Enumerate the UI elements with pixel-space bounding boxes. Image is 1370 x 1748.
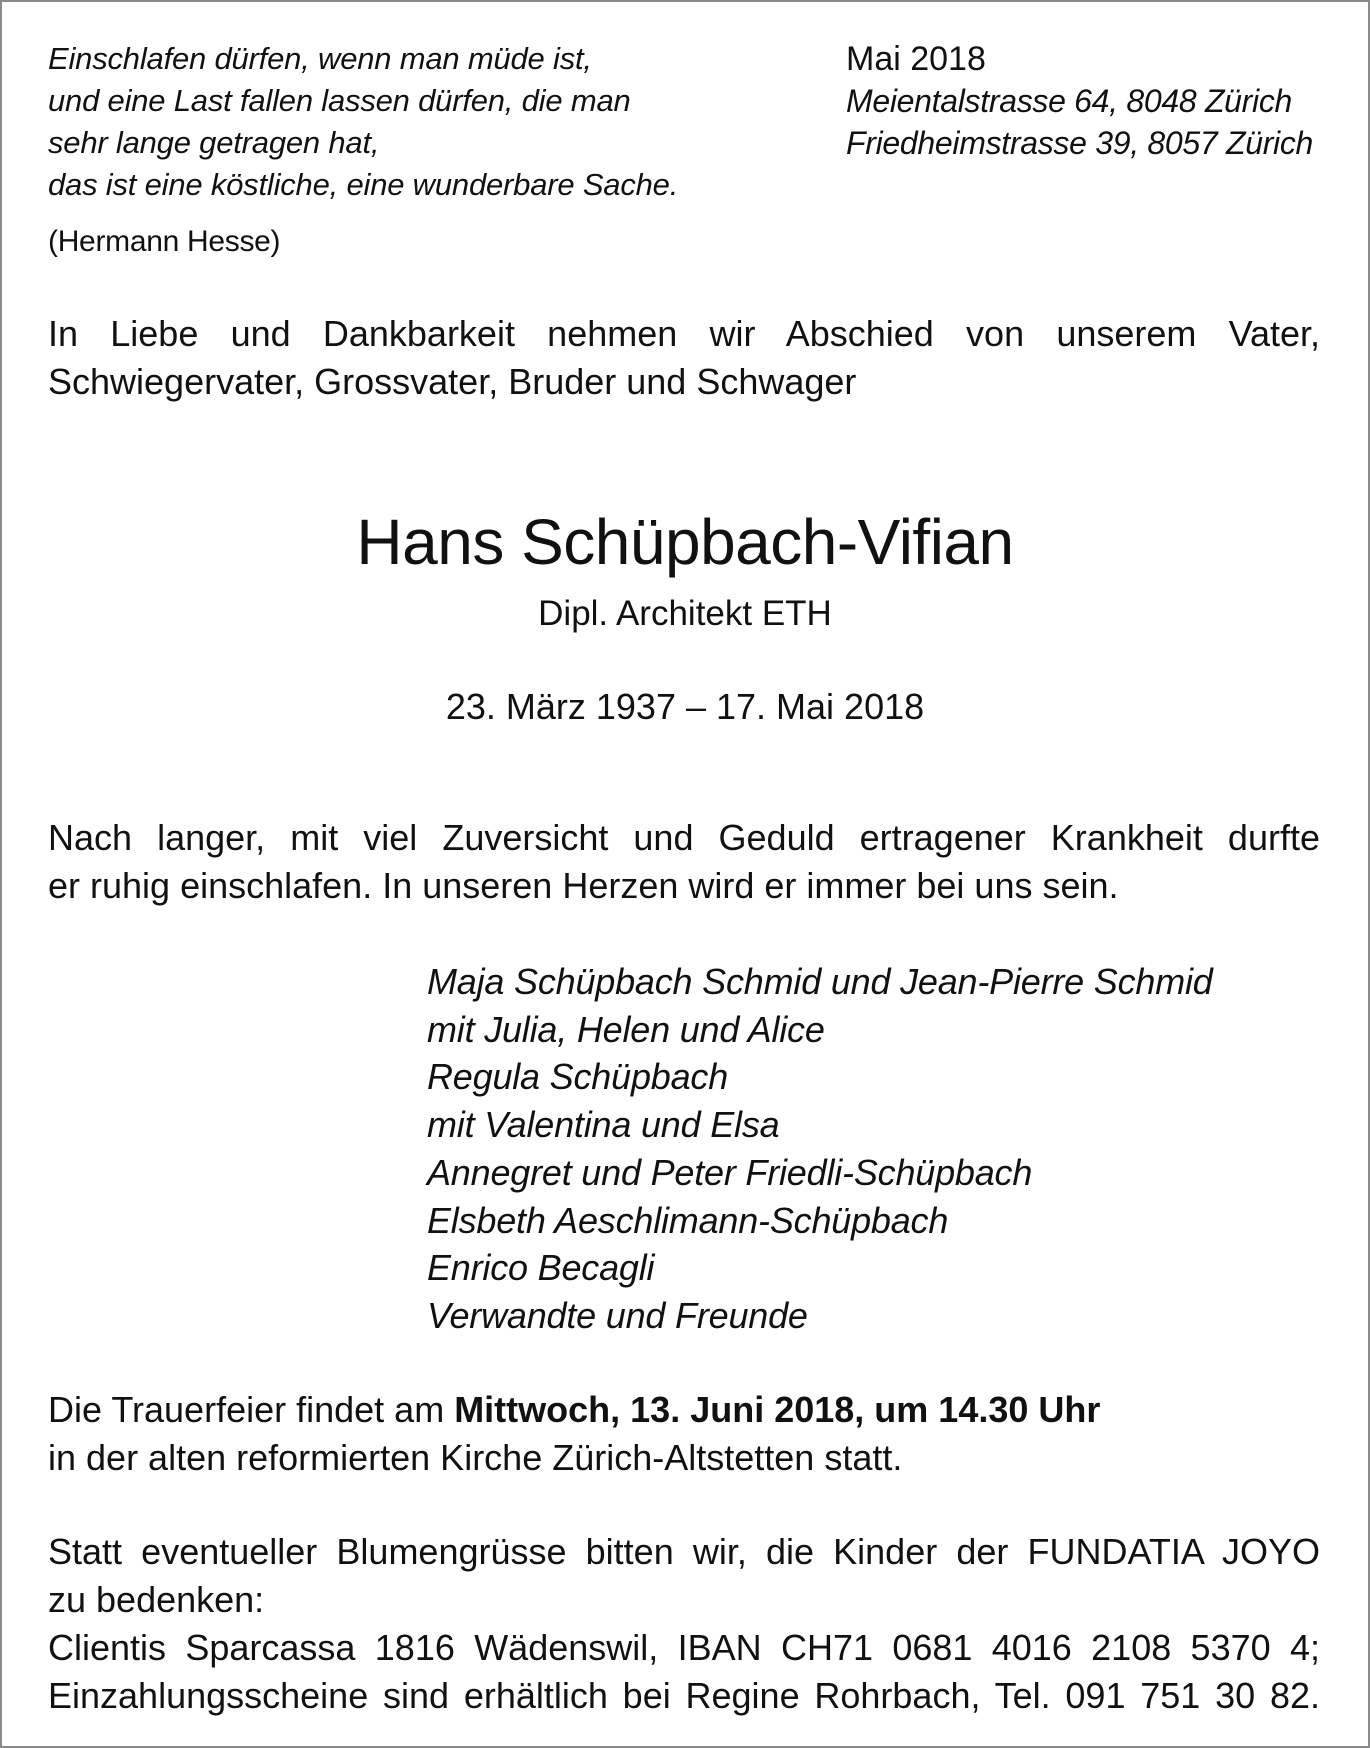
- mourner-line: Annegret und Peter Friedli-Schüpbach: [427, 1151, 1033, 1193]
- life-dates: 23. März 1937 – 17. Mai 2018: [445, 686, 925, 727]
- quote-line: Einschlafen dürfen, wenn man müde ist,: [48, 41, 592, 76]
- notice-header: [846, 38, 1313, 164]
- donation-bank-line: Clientis Sparcassa 1816 Wädenswil, IBAN CH71 0681 4016 2108 5370 4;: [48, 1627, 1320, 1668]
- intro-paragraph: [48, 310, 1320, 406]
- mourner-line: mit Valentina und Elsa: [427, 1104, 780, 1146]
- mourner-line: Regula Schüpbach: [427, 1056, 729, 1098]
- donation-line: zu bedenken:: [48, 1579, 265, 1620]
- donation-info: [48, 1528, 1320, 1720]
- body-line: er ruhig einschlafen. In unseren Herzen wird er immer bei uns sein.: [48, 865, 1119, 906]
- ceremony-info: [48, 1386, 1100, 1482]
- ceremony-line: [48, 1386, 1100, 1434]
- mourners-list: [427, 958, 1213, 1340]
- mourner-line: Maja Schüpbach Schmid und Jean-Pierre Schmid: [427, 961, 1213, 1002]
- deceased-title: Dipl. Architekt ETH: [538, 594, 832, 633]
- mourner-line: mit Julia, Helen und Alice: [427, 1008, 825, 1050]
- mourner-line: Verwandte und Freunde: [427, 1294, 808, 1336]
- ceremony-prefix: Die Trauerfeier findet am: [48, 1389, 455, 1430]
- ceremony-datetime: Mittwoch, 13. Juni 2018, um 14.30 Uhr: [454, 1389, 1101, 1430]
- intro-line: In Liebe und Dankbarkeit nehmen wir Abschied von unserem Vater,: [48, 313, 1320, 354]
- intro-line: Schwiegervater, Grossvater, Bruder und Schwager: [48, 361, 857, 402]
- hesse-quote: [48, 38, 678, 206]
- donation-contact-line: Einzahlungsscheine sind erhältlich bei Regine Rohrbach, Tel. 091 751 30 82.: [48, 1675, 1320, 1716]
- quote-line: und eine Last fallen lassen dürfen, die man: [48, 83, 631, 118]
- mourner-line: Elsbeth Aeschlimann-Schüpbach: [427, 1199, 949, 1241]
- address-line: Meientalstrasse 64, 8048 Zürich: [846, 83, 1293, 119]
- quote-line: das ist eine köstliche, eine wunderbare Sache.: [48, 167, 679, 202]
- address-line: Friedheimstrasse 39, 8057 Zürich: [846, 125, 1314, 161]
- mourner-line: Enrico Becagli: [427, 1247, 655, 1289]
- donation-line: Statt eventueller Blumengrüsse bitten wir, die Kinder der FUNDATIA JOYO: [48, 1531, 1320, 1572]
- ceremony-location: in der alten reformierten Kirche Zürich-Altstetten statt.: [48, 1437, 903, 1478]
- quote-author: (Hermann Hesse): [48, 225, 281, 258]
- body-paragraph: [48, 814, 1320, 910]
- body-line: Nach langer, mit viel Zuversicht und Geduld ertragener Krankheit durfte: [48, 817, 1320, 858]
- notice-date: Mai 2018: [846, 40, 986, 78]
- quote-line: sehr lange getragen hat,: [48, 125, 380, 160]
- deceased-name: Hans Schüpbach-Vifian: [356, 506, 1014, 578]
